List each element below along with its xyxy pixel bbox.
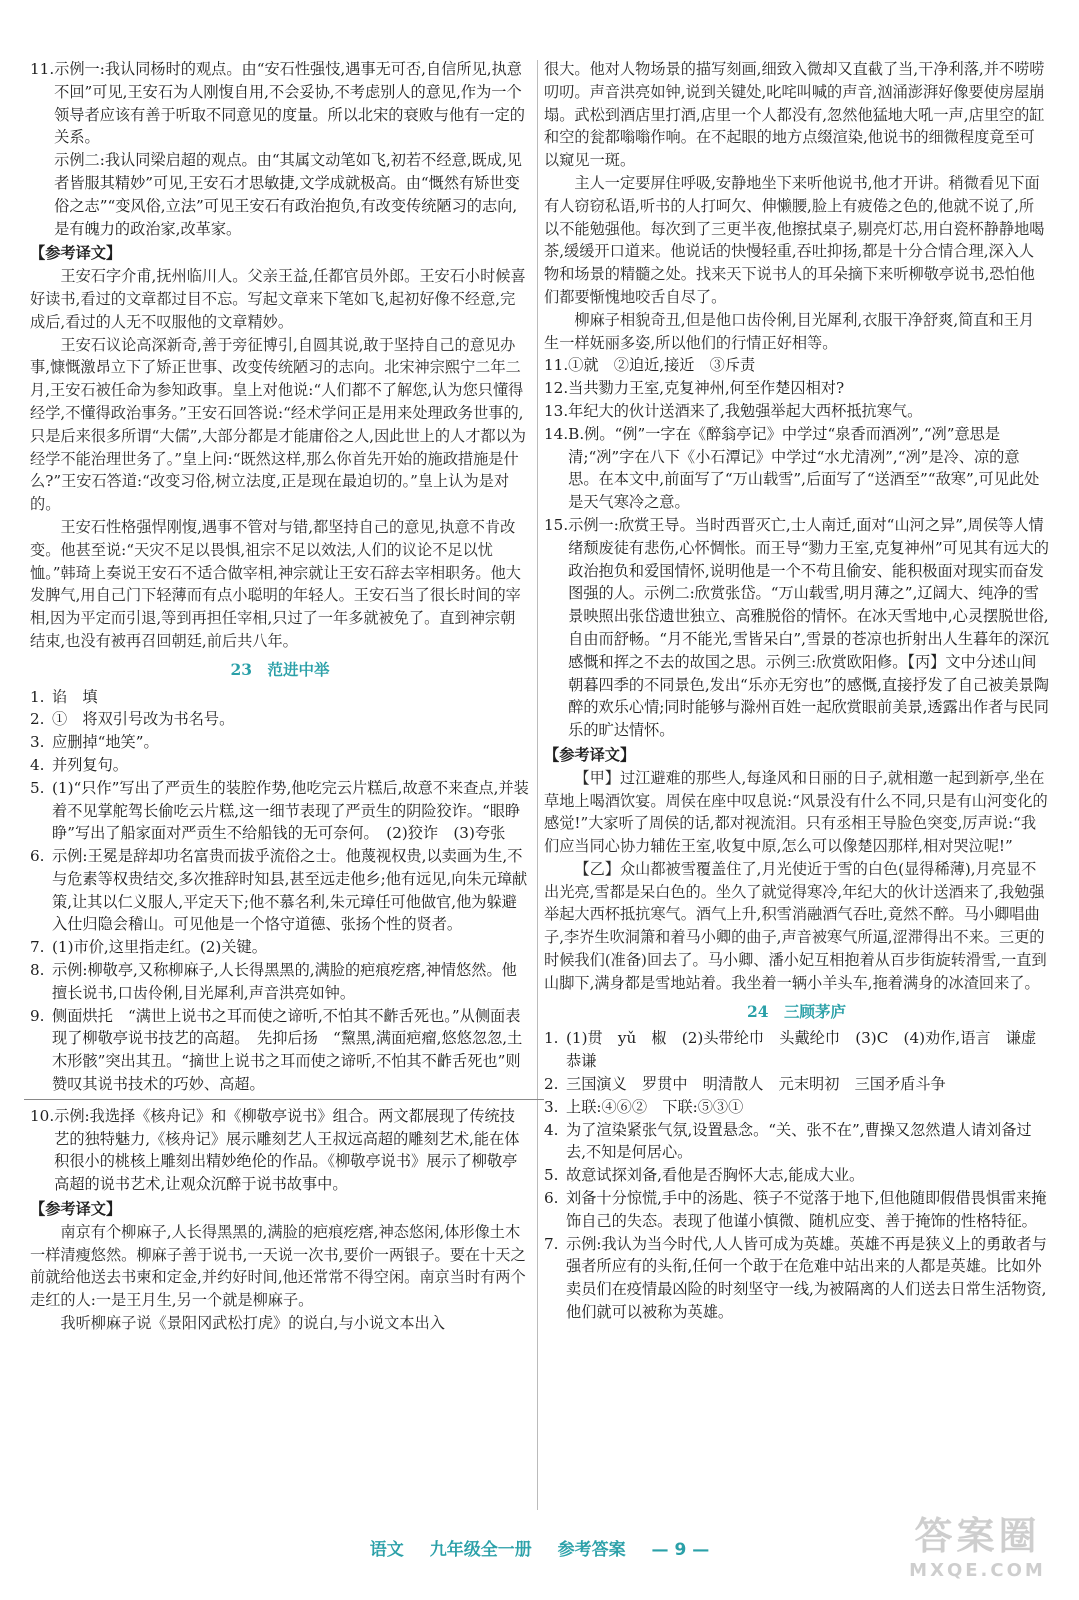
answer-text: 故意试探刘备,看他是否胸怀大志,能成大业。 [566,1166,865,1185]
reference-translation-heading: 【参考译文】 [544,745,636,764]
answer-text: 并列复句。 [52,755,128,774]
answer-text: 示例:柳敬亭,又称柳麻子,人长得黑黑的,满脸的疤痕疙瘩,神情悠然。他擅长说书,口齿伶俐,目光犀利,声音洪亮如钟。 [52,961,517,1002]
section-title-23: 23 范进中举 [230,659,330,679]
answer-text: (1)市价,这里指走红。(2)关键。 [52,938,267,957]
answer-example-2: 示例二:我认同梁启超的观点。由“其属文动笔如飞,初若不经意,既成,见者皆服其精妙”可见,王安石才思敏捷,文学成就极高。由“慨然有矫世变俗之志”“变风俗,立法”可见王安石有政治抱负,有改变传统陋习的志向,是有魄力的政治家,改革家。 [54,151,522,238]
translation-paragraph: 王安石议论高深新奇,善于旁征博引,自圆其说,敢于坚持自己的意见办事,慷慨激昂立下了矫正世事、改变传统陋习的志向。北宋神宗熙宁二年二月,王安石被任命为参知政事。皇上对他说:“人们都不了解您,认为您只懂得经学,不懂得政治事务。”王安石回答说:“经术学问正是用来处理政务世事的,只是后来很多所谓“大儒”,大部分都是才能庸俗之人,因此世上的人才都以为经学不能治理世务了。”皇上问:“既然这样,那么你首先开始的施政措施是什么?”王安石答道:“改变习俗,树立法度,正是现在最迫切的。”皇上认为是对的。 [30,335,526,514]
translation-paragraph: 主人一定要屏住呼吸,安静地坐下来听他说书,他才开讲。稍微看见下面有人窃窃私语,听书的人打呵欠、伸懒腰,脸上有疲倦之色的,他就不说了,所以不能勉强他。每次到了三更半夜,他擦拭桌子,剔亮灯芯,用白瓷杯静静地喝茶,缓缓开口道来。他说话的快慢轻重,吞吐抑扬,都是十分合情合理,深入人物和场景的精髓之处。找来天下说书人的耳朵摘下来听柳敬亭说书,恐怕他们都要惭愧地咬舌自尽了。 [544,173,1045,306]
answer-number: 9. [30,1006,45,1025]
answer-number: 8. [30,961,45,980]
watermark-url: MXQE.COM [909,1560,1046,1581]
answer-text: 当共勠力王室,克复神州,何至作楚囚相对? [568,379,845,398]
answer-item [544,1027,1052,1073]
reference-translation-1 [30,265,530,653]
answer-text: 上联:④⑥② 下联:⑤③① [566,1097,744,1116]
answer-item [30,777,530,845]
answer-text: 示例一:欣赏王导。当时西晋灭亡,士人南迁,面对“山河之异”,周侯等人情绪颓废徒有悲伤,心怀惆怅。而王导“勠力王室,克复神州”可见其有远大的政治抱负和爱国情怀,说明他是一个不苟且偷安、能积极面对现实而奋发图强的人。示例二:欣赏张岱。“万山载雪,明月薄之”,辽阔大、纯净的雪景映照出张岱遗世独立、高雅脱俗的情怀。在冰天雪地中,心灵摆脱世俗,自由而舒畅。“月不能光,雪皆呆白”,雪景的苍凉也折射出人生暮年的深沉感慨和挥之不去的故国之思。示例三:欣赏欧阳修。【丙】文中分述山间朝暮四季的不同景色,发出“乐亦无穷也”的感慨,直接抒发了自己被美景陶醉的欢乐心情;同时能够与滁州百姓一起欣赏眼前美景,透露出作者与民同乐的旷达情怀。 [568,515,1049,740]
answer-item [30,686,530,709]
answer-text: 谄 填 [52,687,98,706]
section-title-24: 24 三顾茅庐 [746,1001,847,1021]
answer-text: 三国演义 罗贯中 明清散人 元末明初 三国矛盾斗争 [566,1075,946,1094]
left-column [30,58,530,1335]
answer-text: 为了渲染紧张气氛,设置悬念。“关、张不在”,曹操又忽然遣人请刘备过去,不知是何居心。 [566,1120,1032,1162]
answer-number: 4. [544,1120,559,1139]
answer-item [544,514,1049,742]
translation-paragraph: 【乙】众山都被雪覆盖住了,月光使近于雪的白色(显得稀薄),月亮显不出光亮,雪都是呆白色的。坐久了就觉得寒冷,年纪大的伙计送酒来了,我勉强举起大西杯抵抗寒气。酒气上升,积雪消融酒气吞吐,竟然不醉。马小卿唱曲子,李岕生吹洞箫和着马小卿的曲子,声音被寒气所逼,涩滞得出不来。三更的时候我们(准备)回去了。马小卿、潘小妃互相抱着从百步街旋转滑雪,一直到山脚下,满身都是雪地站着。我坐着一辆小羊头车,拖着满身的冰渣回来了。 [544,859,1047,992]
answer-item [544,1119,1049,1165]
answer-item [544,377,1049,400]
translation-paragraph: 【甲】过江避难的那些人,每逢风和日丽的日子,就相邀一起到新亭,坐在草地上喝酒饮宴。周侯在座中叹息说:“风景没有什么不同,只是有山河变化的感觉!”大家听了周侯的话,都对视流泪。只有丞相王导脸色突变,厉声说:“我们应当同心协力辅佐王室,收复中原,怎么可以像楚囚那样,相对哭泣呢!” [544,768,1048,856]
answer-example-1: 示例一:我认同杨时的观点。由“安石性强忮,遇事无可否,自信所见,执意不回”可见,王安石为人刚愎自用,不会妥协,不考虑别人的意见,作为一个领导者应该有善于听取不同意见的度量。所以北宋的衰败与他有一定的关系。 [54,60,525,147]
answer-number: 2. [544,1075,559,1094]
answers-section-23 [30,686,530,1096]
answer-text: 侧面烘托 “满世上说书之耳而使之谛听,不怕其不齚舌死也。”从侧面表现了柳敬亭说书技艺的高超。 先抑后扬 “黧黑,满面疤瘤,悠悠忽忽,土木形骸”突出其丑。“摘世上说书之耳而使之谛听,不怕其不齚舌死也”则赞叹其说书技术的巧妙、高超。 [52,1006,523,1094]
answer-number: 2. [30,710,45,729]
answer-item [544,1096,1049,1119]
reference-translation-3 [544,767,1049,995]
answer-number: 7. [30,938,45,957]
translation-paragraph: 王安石字介甫,抚州临川人。父亲王益,任都官员外郎。王安石小时候喜好读书,看过的文章都过目不忘。写起文章来下笔如飞,起初好像不经意,完成后,看过的人无不叹服他的文章精妙。 [30,267,526,331]
answer-number: 13. [544,401,569,420]
answers-section-23-cont [30,1105,530,1196]
answer-item [544,1187,1049,1233]
answer-item [30,708,530,731]
watermark-text: 答案圈 [914,1514,1041,1558]
translation-paragraph: 很大。他对人物场景的描写刻画,细致入微却又直截了当,干净利落,并不唠唠叨叨。声音洪亮如钟,说到关键处,叱咤叫喊的声音,汹涌澎湃好像要使房屋崩塌。武松到酒店里打酒,店里一个人都没有,忽然他猛地大吼一声,店里空的缸和空的瓮都嗡嗡作响。在不起眼的地方点缀渲染,他说书的细微程度竟至可以窥见一斑。 [544,60,1045,170]
answer-text: ① 将双引号改为书名号。 [52,710,235,729]
answers-11-15 [544,354,1049,742]
answer-text: 示例:我认为当今时代,人人皆可成为英雄。英雄不再是狭义上的勇敢者与强者所应有的头衔,任何一个敢于在危难中站出来的人都是英雄。比如外卖员们在疫情最凶险的时刻坚守一线,为被隔离的人们送去日常生活物资,他们就可以被称为英雄。 [566,1234,1047,1322]
answer-11 [30,58,530,240]
answer-number: 5. [30,778,45,797]
column-divider [537,60,538,1510]
translation-paragraph: 我听柳麻子说《景阳冈武松打虎》的说白,与小说文本出入 [60,1314,445,1333]
answer-item [544,400,1049,423]
answer-item [30,845,530,936]
answer-item [544,1233,1049,1324]
translation-paragraph: 柳麻子相貌奇丑,但是他口齿伶俐,目光犀利,衣服干净舒爽,简直和王月生一样妩丽多姿,所以他们的行情正好相等。 [544,310,1035,352]
answer-text: 刘备十分惊慌,手中的汤匙、筷子不觉落于地下,但他随即假借畏惧雷来掩饰自己的失态。表现了他谨小慎微、随机应变、善于掩饰的性格特征。 [566,1189,1047,1230]
answer-text: 示例:我选择《核舟记》和《柳敬亭说书》组合。两文都展现了传统技艺的独特魅力,《核舟记》展示雕刻艺人王叔远高超的雕刻艺术,能在体积很小的桃核上雕刻出精妙绝伦的作品。《柳敬亭说书》展示了柳敬亭高超的说书艺术,让观众沉醉于说书故事中。 [54,1106,520,1194]
answer-item [30,959,530,1005]
answer-text: 应删掉“地笑”。 [52,733,159,752]
answer-number: 12. [544,379,569,398]
answer-item [544,1164,1049,1187]
answer-text: 年纪大的伙计送酒来了,我勉强举起大西杯抵抗寒气。 [568,401,923,420]
answer-number: 1. [30,687,45,706]
answer-number: 1. [544,1029,559,1048]
answer-item [30,731,530,754]
watermark-logo [890,1514,1065,1592]
translation-paragraph: 王安石性格强悍刚愎,遇事不管对与错,都坚持自己的意见,执意不肯改变。他甚至说:“天灾不足以畏惧,祖宗不足以效法,人们的议论不足以忧恤。”韩琦上奏说王安石不适合做宰相,神宗就让王安石辞去宰相职务。他大发脾气,用自己门下轻薄而有点小聪明的年轻人。王安石当了很长时间的宰相,因为平定而引退,等到再担任宰相,只过了一年多就被免了。直到神宗朝结束,也没有被再召回朝廷,前后共八年。 [30,517,521,650]
footer-page-number: — 9 — [651,1540,710,1560]
translation-paragraph: 南京有个柳麻子,人长得黑黑的,满脸的疤痕疙瘩,神态悠闲,体形像土木一样清瘦悠然。柳麻子善于说书,一天说一次书,要价一两银子。要在十天之前就给他送去书柬和定金,并约好时间,他还常常不得空闲。南京当时有两个走红的人:一是王月生,另一个就是柳麻子。 [30,1222,526,1310]
answer-text: (1)“只作”写出了严贡生的装腔作势,他吃完云片糕后,故意不来查点,并装着不见掌舵驾长偷吃云片糕,这一细节表现了严贡生的阴险狡诈。“眼睁睁”写出了船家面对严贡生不给船钱的无可奈何。 (2)狡诈 (3)夸张 [52,778,529,843]
right-column [544,58,1052,1324]
footer-grade: 九年级全一册 [429,1540,532,1560]
answer-number: 11. [30,60,55,78]
footer-subject: 语文 [369,1540,404,1560]
horizontal-rule [24,1099,544,1100]
reference-translation-continued [544,58,1049,354]
answer-number: 14. [544,424,569,443]
answer-number: 4. [30,755,45,774]
answer-number: 7. [544,1234,559,1253]
answer-text: ①就 ②迫近,接近 ③斥责 [568,356,756,375]
answer-item [30,1005,530,1096]
answer-number: 6. [544,1189,559,1208]
reference-translation-heading: 【参考译文】 [30,244,122,263]
answer-item [544,354,1049,377]
answer-item [30,1105,530,1196]
answer-text: (1)贯 yǔ 椒 (2)头带纶巾 头戴纶巾 (3)C (4)劝作,语言 谦虚 恭谦 [566,1029,1052,1071]
answers-section-24 [544,1027,1052,1323]
answer-number: 15. [544,515,569,534]
footer-label: 参考答案 [557,1540,626,1560]
answer-item [544,1073,1049,1096]
answer-number: 3. [30,733,45,752]
answer-text: 示例:王冕是辞却功名富贵而拔乎流俗之士。他蔑视权贵,以卖画为生,不与危素等权贵结交,多次推辞时知县,甚至远走他乡;他有远见,向朱元璋献策,让其以仁义服人,平定天下;他不慕名利,朱元璋任可他做官,他为躲避入仕归隐会稽山。可见他是一个恪守道德、张扬个性的贤者。 [52,847,528,934]
answer-item [544,423,1049,514]
answer-item [30,754,530,777]
answer-number: 6. [30,847,45,866]
reference-translation-heading: 【参考译文】 [30,1200,122,1219]
answer-item [30,936,530,959]
answer-number: 11. [544,356,569,375]
reference-translation-2 [30,1221,530,1335]
answer-number: 3. [544,1097,559,1116]
answer-number: 5. [544,1166,559,1185]
answer-text: B.例。“例”一字在《醉翁亭记》中学过“泉香而酒冽”,“冽”意思是清;“冽”字在八下《小石潭记》中学过“水尤清冽”,“冽”是冷、凉的意思。在本文中,前面写了“万山载雪”,后面写了“送酒至”“敌寒”,可见此处是天气寒冷之意。 [568,424,1040,512]
answer-number: 10. [30,1106,55,1125]
